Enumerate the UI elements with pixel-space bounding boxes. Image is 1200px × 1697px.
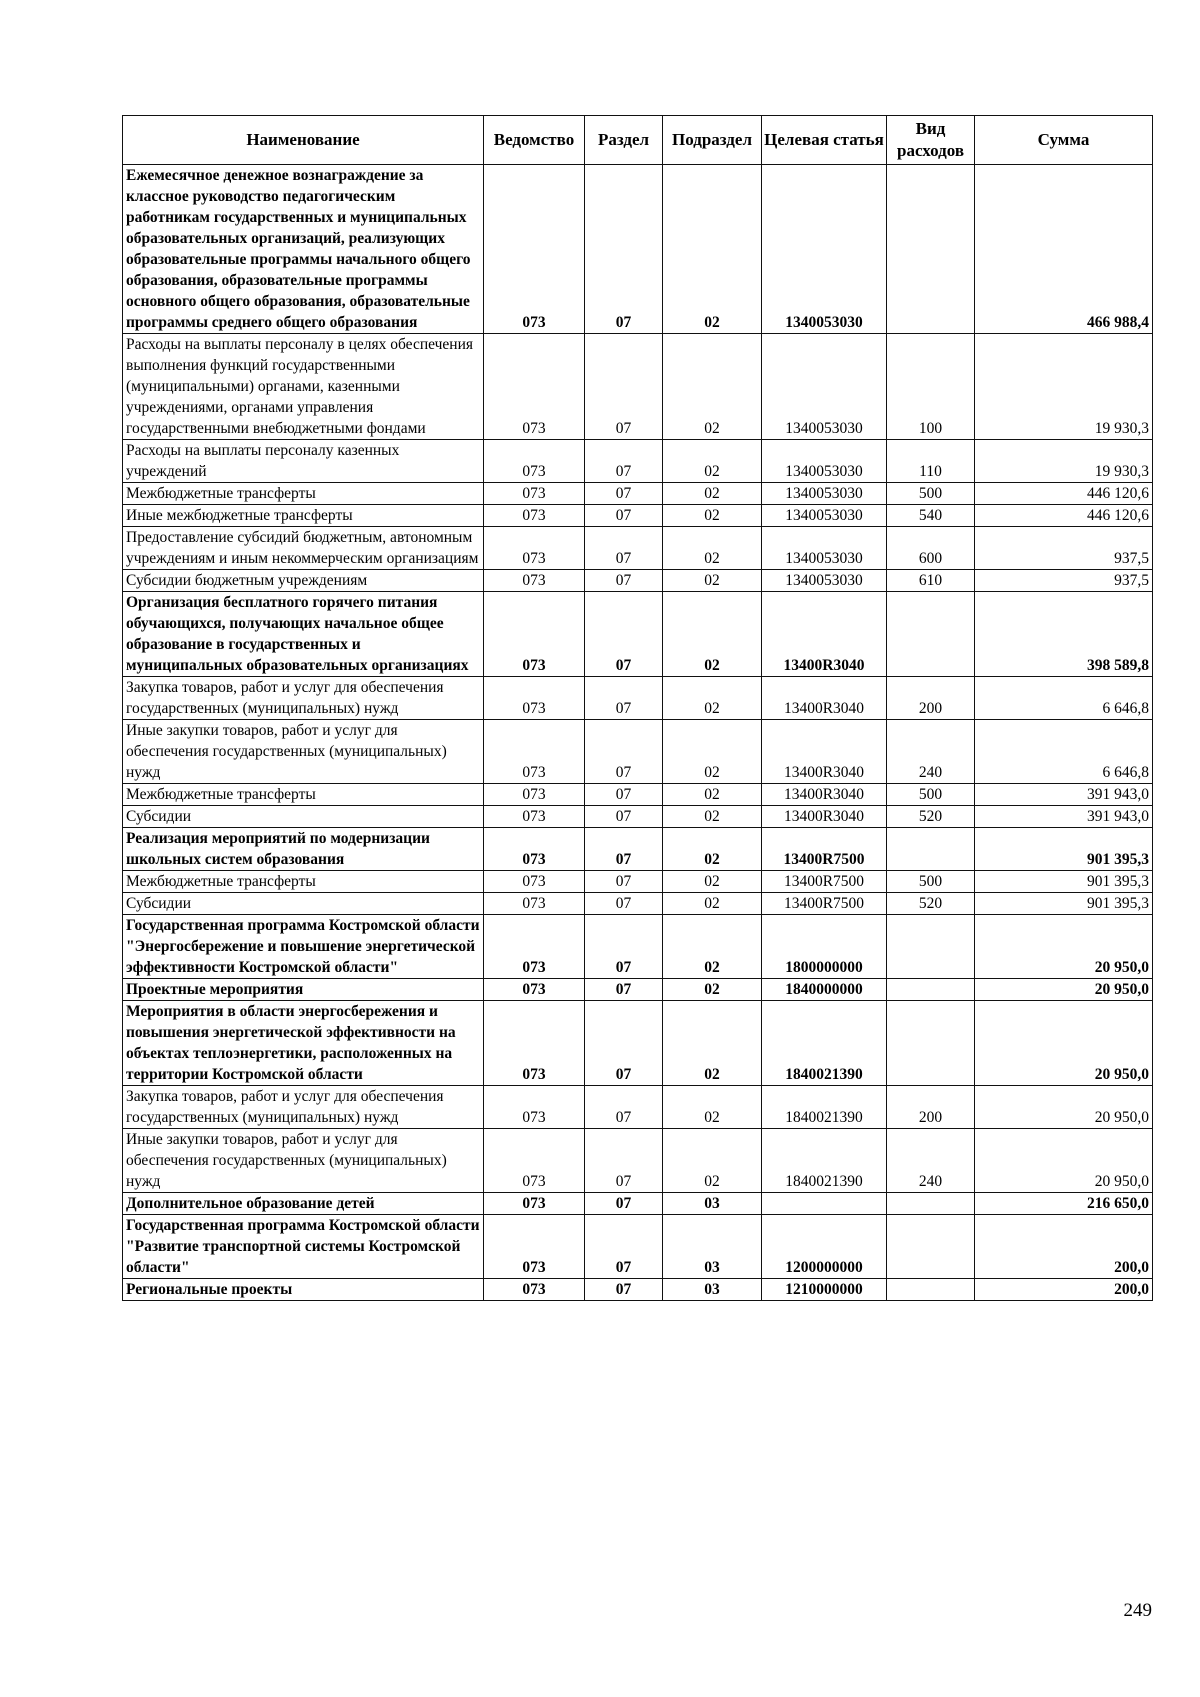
row-section: 07 xyxy=(585,1215,663,1279)
row-section: 07 xyxy=(585,1129,663,1193)
row-sum: 398 589,8 xyxy=(975,592,1153,677)
row-sum: 901 395,3 xyxy=(975,893,1153,915)
row-expense: 540 xyxy=(887,505,975,527)
row-section: 07 xyxy=(585,806,663,828)
row-expense xyxy=(887,979,975,1001)
table-row xyxy=(123,677,1153,720)
row-sum: 20 950,0 xyxy=(975,979,1153,1001)
row-sum: 216 650,0 xyxy=(975,1193,1153,1215)
row-name: Иные межбюджетные трансферты xyxy=(123,505,484,527)
row-target: 1340053030 xyxy=(762,570,887,592)
row-expense xyxy=(887,1215,975,1279)
row-section: 07 xyxy=(585,440,663,483)
row-sum: 200,0 xyxy=(975,1215,1153,1279)
table-row xyxy=(123,483,1153,505)
row-expense: 600 xyxy=(887,527,975,570)
row-name: Иные закупки товаров, работ и услуг для обеспечения государственных (муниципальных) нужд xyxy=(123,720,484,784)
table-row xyxy=(123,527,1153,570)
row-name: Организация бесплатного горячего питания обучающихся, получающих начальное общее образование в государственных и муниципальных образовательных организациях xyxy=(123,592,484,677)
row-sum: 391 943,0 xyxy=(975,806,1153,828)
row-name: Реализация мероприятий по модернизации школьных систем образования xyxy=(123,828,484,871)
row-expense: 500 xyxy=(887,483,975,505)
row-expense: 200 xyxy=(887,677,975,720)
header-sum: Сумма xyxy=(975,116,1153,165)
row-section: 07 xyxy=(585,1279,663,1301)
row-dept: 073 xyxy=(484,440,585,483)
table-row xyxy=(123,720,1153,784)
row-target: 13400R3040 xyxy=(762,784,887,806)
row-dept: 073 xyxy=(484,1279,585,1301)
row-section: 07 xyxy=(585,871,663,893)
row-name: Межбюджетные трансферты xyxy=(123,871,484,893)
row-subsection: 02 xyxy=(663,592,762,677)
row-dept: 073 xyxy=(484,165,585,334)
page-number: 249 xyxy=(1123,1600,1152,1621)
row-sum: 20 950,0 xyxy=(975,1129,1153,1193)
row-target: 1840000000 xyxy=(762,979,887,1001)
row-subsection: 02 xyxy=(663,505,762,527)
row-subsection: 02 xyxy=(663,440,762,483)
row-section: 07 xyxy=(585,592,663,677)
row-section: 07 xyxy=(585,334,663,440)
row-expense: 500 xyxy=(887,784,975,806)
row-subsection: 02 xyxy=(663,915,762,979)
row-section: 07 xyxy=(585,828,663,871)
row-target: 1340053030 xyxy=(762,165,887,334)
table-row xyxy=(123,915,1153,979)
row-name: Субсидии xyxy=(123,893,484,915)
row-subsection: 02 xyxy=(663,483,762,505)
table-row xyxy=(123,1001,1153,1086)
row-section: 07 xyxy=(585,1193,663,1215)
row-target: 1340053030 xyxy=(762,483,887,505)
row-dept: 073 xyxy=(484,527,585,570)
row-target: 1840021390 xyxy=(762,1129,887,1193)
table-row xyxy=(123,784,1153,806)
row-target: 13400R3040 xyxy=(762,677,887,720)
row-sum: 937,5 xyxy=(975,527,1153,570)
row-section: 07 xyxy=(585,893,663,915)
header-subsection: Подраздел xyxy=(663,116,762,165)
row-name: Межбюджетные трансферты xyxy=(123,784,484,806)
table-row xyxy=(123,592,1153,677)
row-name: Дополнительное образование детей xyxy=(123,1193,484,1215)
row-name: Закупка товаров, работ и услуг для обеспечения государственных (муниципальных) нужд xyxy=(123,677,484,720)
row-dept: 073 xyxy=(484,570,585,592)
table-row xyxy=(123,979,1153,1001)
row-section: 07 xyxy=(585,915,663,979)
row-name: Региональные проекты xyxy=(123,1279,484,1301)
row-expense: 610 xyxy=(887,570,975,592)
row-dept: 073 xyxy=(484,1215,585,1279)
row-expense xyxy=(887,165,975,334)
row-subsection: 02 xyxy=(663,334,762,440)
row-sum: 901 395,3 xyxy=(975,828,1153,871)
row-section: 07 xyxy=(585,527,663,570)
row-dept: 073 xyxy=(484,893,585,915)
row-dept: 073 xyxy=(484,1086,585,1129)
row-dept: 073 xyxy=(484,979,585,1001)
row-dept: 073 xyxy=(484,334,585,440)
row-name: Государственная программа Костромской области "Развитие транспортной системы Костромской области" xyxy=(123,1215,484,1279)
row-section: 07 xyxy=(585,165,663,334)
row-subsection: 02 xyxy=(663,1086,762,1129)
row-section: 07 xyxy=(585,784,663,806)
row-dept: 073 xyxy=(484,806,585,828)
row-sum: 20 950,0 xyxy=(975,915,1153,979)
row-target: 13400R3040 xyxy=(762,806,887,828)
row-subsection: 02 xyxy=(663,677,762,720)
table-row xyxy=(123,893,1153,915)
row-target: 1200000000 xyxy=(762,1215,887,1279)
row-target: 1340053030 xyxy=(762,527,887,570)
table-row xyxy=(123,1193,1153,1215)
row-name: Субсидии xyxy=(123,806,484,828)
row-expense: 100 xyxy=(887,334,975,440)
row-section: 07 xyxy=(585,720,663,784)
row-section: 07 xyxy=(585,677,663,720)
row-expense xyxy=(887,1279,975,1301)
row-sum: 19 930,3 xyxy=(975,334,1153,440)
row-expense xyxy=(887,1001,975,1086)
row-section: 07 xyxy=(585,505,663,527)
row-subsection: 03 xyxy=(663,1215,762,1279)
row-dept: 073 xyxy=(484,505,585,527)
row-sum: 466 988,4 xyxy=(975,165,1153,334)
row-sum: 6 646,8 xyxy=(975,677,1153,720)
row-expense xyxy=(887,828,975,871)
row-target: 13400R3040 xyxy=(762,720,887,784)
row-subsection: 02 xyxy=(663,570,762,592)
header-section: Раздел xyxy=(585,116,663,165)
row-expense: 240 xyxy=(887,1129,975,1193)
row-sum: 6 646,8 xyxy=(975,720,1153,784)
row-dept: 073 xyxy=(484,828,585,871)
row-target: 13400R7500 xyxy=(762,828,887,871)
header-name: Наименование xyxy=(123,116,484,165)
row-target: 1340053030 xyxy=(762,440,887,483)
row-dept: 073 xyxy=(484,784,585,806)
table-body xyxy=(123,165,1153,1301)
row-target: 13400R3040 xyxy=(762,592,887,677)
row-subsection: 02 xyxy=(663,871,762,893)
row-subsection: 02 xyxy=(663,979,762,1001)
row-name: Расходы на выплаты персоналу казенных учреждений xyxy=(123,440,484,483)
row-name: Проектные мероприятия xyxy=(123,979,484,1001)
row-name: Государственная программа Костромской области "Энергосбережение и повышение энергетической эффективности Костромской области" xyxy=(123,915,484,979)
row-subsection: 02 xyxy=(663,806,762,828)
row-section: 07 xyxy=(585,570,663,592)
row-expense xyxy=(887,592,975,677)
row-dept: 073 xyxy=(484,483,585,505)
row-sum: 901 395,3 xyxy=(975,871,1153,893)
row-sum: 20 950,0 xyxy=(975,1001,1153,1086)
row-sum: 19 930,3 xyxy=(975,440,1153,483)
row-subsection: 02 xyxy=(663,720,762,784)
row-dept: 073 xyxy=(484,915,585,979)
row-subsection: 02 xyxy=(663,828,762,871)
table-row xyxy=(123,505,1153,527)
row-name: Мероприятия в области энергосбережения и повышения энергетической эффективности на объектах теплоэнергетики, расположенных на территории Костромской области xyxy=(123,1001,484,1086)
row-target xyxy=(762,1193,887,1215)
row-name: Иные закупки товаров, работ и услуг для обеспечения государственных (муниципальных) нужд xyxy=(123,1129,484,1193)
row-target: 13400R7500 xyxy=(762,871,887,893)
row-target: 1210000000 xyxy=(762,1279,887,1301)
row-subsection: 02 xyxy=(663,784,762,806)
row-subsection: 02 xyxy=(663,893,762,915)
row-dept: 073 xyxy=(484,1001,585,1086)
row-name: Предоставление субсидий бюджетным, автономным учреждениям и иным некоммерческим организациям xyxy=(123,527,484,570)
row-subsection: 02 xyxy=(663,1001,762,1086)
row-sum: 391 943,0 xyxy=(975,784,1153,806)
row-sum: 937,5 xyxy=(975,570,1153,592)
row-expense xyxy=(887,915,975,979)
row-sum: 20 950,0 xyxy=(975,1086,1153,1129)
row-name: Расходы на выплаты персоналу в целях обеспечения выполнения функций государственными (муниципальными) органами, казенными учреждениями, органами управления государственными внебюджетными фондами xyxy=(123,334,484,440)
row-dept: 073 xyxy=(484,871,585,893)
row-dept: 073 xyxy=(484,592,585,677)
row-subsection: 03 xyxy=(663,1193,762,1215)
row-section: 07 xyxy=(585,1086,663,1129)
row-subsection: 02 xyxy=(663,527,762,570)
row-subsection: 03 xyxy=(663,1279,762,1301)
header-target: Целевая статья xyxy=(762,116,887,165)
row-target: 1840021390 xyxy=(762,1001,887,1086)
row-expense xyxy=(887,1193,975,1215)
row-name: Межбюджетные трансферты xyxy=(123,483,484,505)
row-section: 07 xyxy=(585,483,663,505)
table-row xyxy=(123,1129,1153,1193)
table-row xyxy=(123,440,1153,483)
row-name: Ежемесячное денежное вознаграждение за классное руководство педагогическим работникам государственных и муниципальных образовательных организаций, реализующих образовательные программы начального общего образования, образовательные программы основного общего образования, образовательные программы среднего общего образования xyxy=(123,165,484,334)
row-subsection: 02 xyxy=(663,165,762,334)
row-target: 1840021390 xyxy=(762,1086,887,1129)
table-row xyxy=(123,570,1153,592)
table-row xyxy=(123,871,1153,893)
row-expense: 200 xyxy=(887,1086,975,1129)
table-row xyxy=(123,165,1153,334)
row-target: 13400R7500 xyxy=(762,893,887,915)
row-target: 1340053030 xyxy=(762,505,887,527)
row-target: 1340053030 xyxy=(762,334,887,440)
row-expense: 500 xyxy=(887,871,975,893)
table-row xyxy=(123,1215,1153,1279)
row-dept: 073 xyxy=(484,677,585,720)
row-sum: 446 120,6 xyxy=(975,505,1153,527)
table-row xyxy=(123,806,1153,828)
row-name: Закупка товаров, работ и услуг для обеспечения государственных (муниципальных) нужд xyxy=(123,1086,484,1129)
row-expense: 110 xyxy=(887,440,975,483)
row-expense: 520 xyxy=(887,806,975,828)
header-expense: Вид расходов xyxy=(887,116,975,165)
row-sum: 446 120,6 xyxy=(975,483,1153,505)
table-row xyxy=(123,1279,1153,1301)
row-section: 07 xyxy=(585,1001,663,1086)
row-expense: 240 xyxy=(887,720,975,784)
table-row xyxy=(123,828,1153,871)
row-dept: 073 xyxy=(484,1193,585,1215)
budget-table xyxy=(122,115,1153,1301)
table-row xyxy=(123,334,1153,440)
header-dept: Ведомство xyxy=(484,116,585,165)
row-target: 1800000000 xyxy=(762,915,887,979)
row-expense: 520 xyxy=(887,893,975,915)
row-name: Субсидии бюджетным учреждениям xyxy=(123,570,484,592)
row-dept: 073 xyxy=(484,720,585,784)
row-sum: 200,0 xyxy=(975,1279,1153,1301)
row-subsection: 02 xyxy=(663,1129,762,1193)
row-dept: 073 xyxy=(484,1129,585,1193)
table-row xyxy=(123,1086,1153,1129)
table-header xyxy=(123,116,1153,165)
row-section: 07 xyxy=(585,979,663,1001)
